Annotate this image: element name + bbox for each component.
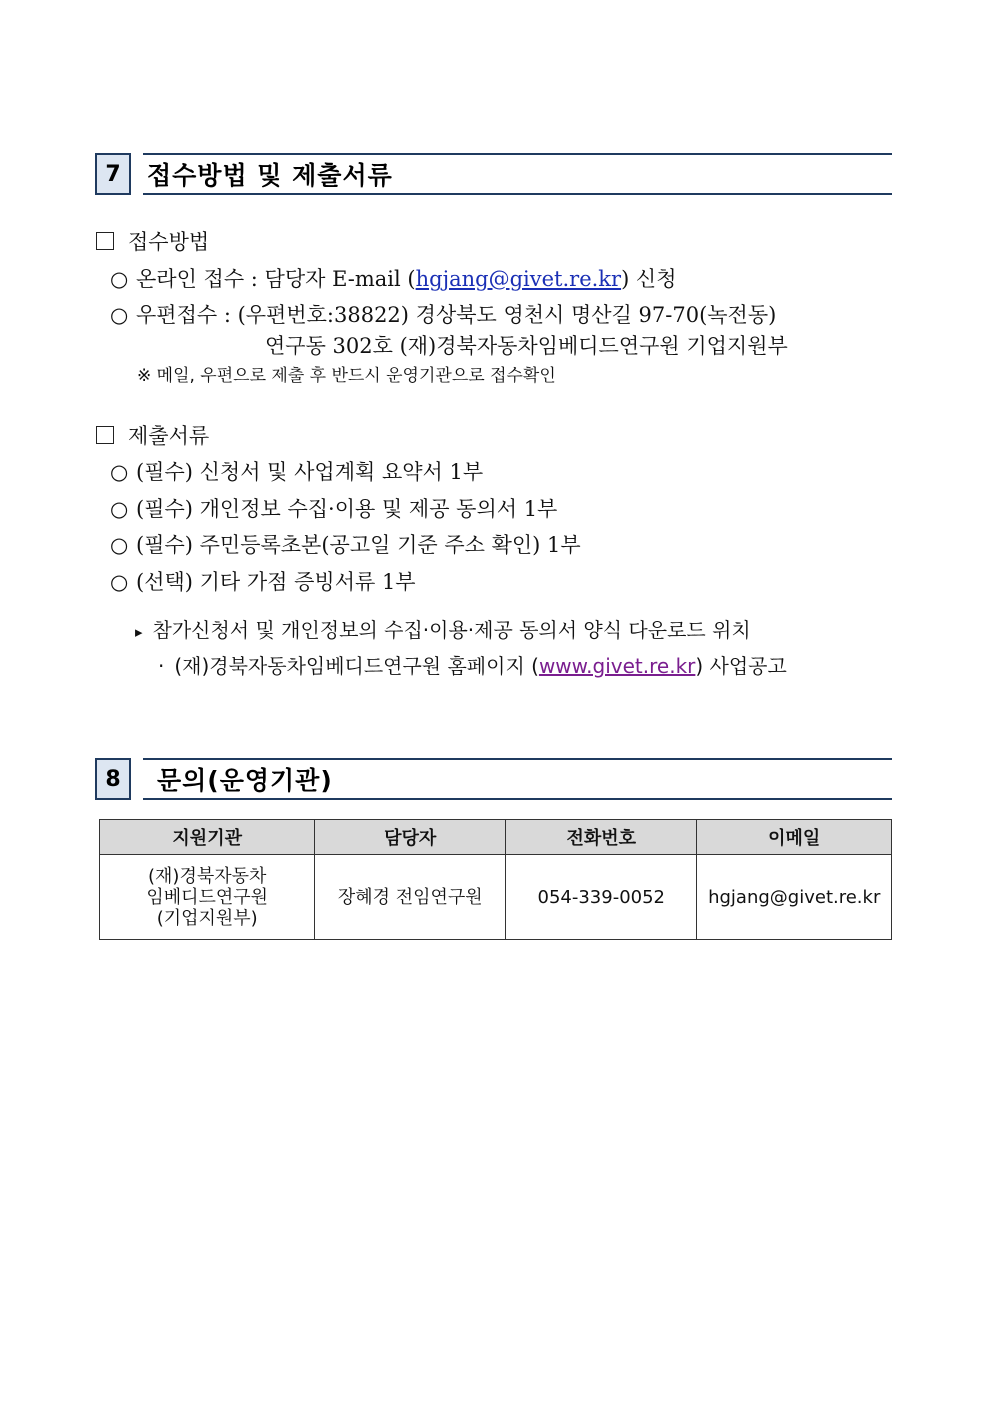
- circle-bullet-icon: ○: [110, 533, 129, 557]
- email-link[interactable]: hgjang@givet.re.kr: [415, 267, 622, 291]
- circle-bullet-icon: ○: [110, 570, 129, 594]
- section-title: 문의(운영기관): [157, 766, 333, 795]
- document-item: ○ (선택) 기타 가점 증빙서류 1부: [110, 570, 416, 594]
- checkbox-square-icon: [96, 232, 114, 250]
- column-header: 지원기관: [100, 820, 315, 855]
- section-number: 7: [95, 153, 131, 195]
- triangle-arrow-icon: ▸: [135, 623, 143, 641]
- column-header: 전화번호: [506, 820, 697, 855]
- section-title: 접수방법 및 제출서류: [147, 161, 393, 190]
- document-item: ○ (필수) 개인정보 수집·이용 및 제공 동의서 1부: [110, 497, 558, 521]
- document-item: ○ (필수) 주민등록초본(공고일 기준 주소 확인) 1부: [110, 533, 581, 557]
- section-8-header: [95, 758, 892, 804]
- column-header: 이메일: [697, 820, 892, 855]
- post-address-2: 연구동 302호 (재)경북자동차임베디드연구원 기업지원부: [265, 334, 788, 358]
- section-title-bar: [143, 153, 892, 195]
- dot-bullet-icon: ·: [158, 654, 165, 678]
- document-item: ○ (필수) 신청서 및 사업계획 요약서 1부: [110, 460, 484, 484]
- org-line: (재)경북자동차: [148, 865, 267, 887]
- circle-bullet-icon: ○: [110, 267, 129, 291]
- phone-cell: 054-339-0052: [506, 855, 697, 940]
- section-7-header: [95, 153, 892, 199]
- circle-bullet-icon: ○: [110, 303, 129, 327]
- circle-bullet-icon: ○: [110, 497, 129, 521]
- section-title-bar: [143, 758, 892, 800]
- person-cell: 장혜경 전임연구원: [315, 855, 506, 940]
- contact-table: [99, 819, 892, 940]
- method-heading: 접수방법: [96, 229, 209, 255]
- circle-bullet-icon: ○: [110, 460, 129, 484]
- email-cell: hgjang@givet.re.kr: [697, 855, 892, 940]
- download-note: ▸ 참가신청서 및 개인정보의 수집·이용·제공 동의서 양식 다운로드 위치: [135, 618, 751, 642]
- table-header-row: [100, 820, 892, 855]
- org-line: 임베디드연구원: [146, 886, 269, 908]
- homepage-link[interactable]: www.givet.re.kr: [538, 654, 696, 678]
- post-address-1: 우편접수 : (우편번호:38822) 경상북도 영천시 명산길 97-70(녹전동): [136, 303, 777, 327]
- org-cell: [100, 855, 315, 940]
- homepage-line: · (재)경북자동차임베디드연구원 홈페이지 (www.givet.re.kr) 사업공고: [158, 654, 787, 678]
- documents-heading: 제출서류: [96, 423, 209, 449]
- checkbox-square-icon: [96, 426, 114, 444]
- online-submission-line: [110, 266, 677, 292]
- column-header: 담당자: [315, 820, 506, 855]
- post-submission-line: [110, 302, 776, 328]
- table-row: [100, 855, 892, 940]
- online-label: 온라인 접수 : 담당자 E-mail (: [136, 267, 416, 291]
- submission-note: ※ 메일, 우편으로 제출 후 반드시 운영기관으로 접수확인: [137, 366, 556, 386]
- org-line: (기업지원부): [156, 907, 258, 929]
- section-number: 8: [95, 758, 131, 800]
- online-suffix: ) 신청: [621, 267, 677, 291]
